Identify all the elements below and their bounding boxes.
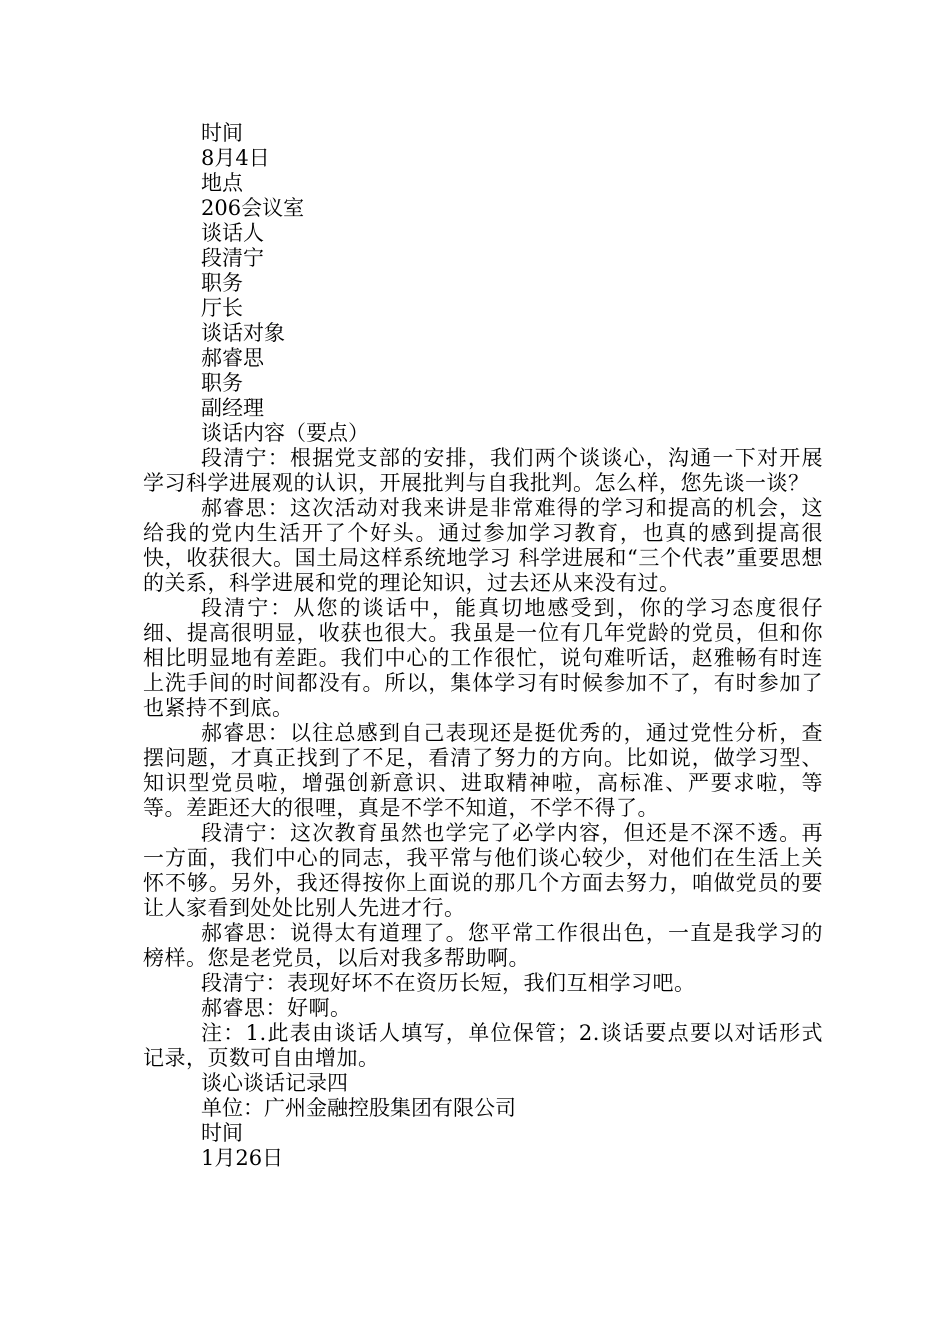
field-label-position-2: 职务 — [201, 371, 243, 395]
field-value-location: 206会议室 — [201, 196, 305, 220]
field-label-interviewee: 谈话对象 — [201, 321, 285, 345]
header-field-list — [143, 121, 823, 446]
note-paragraph: 注：1.此表由谈话人填写，单位保管；2.谈话要点要以对话形式记录，页数可自由增加。 — [143, 1021, 823, 1070]
dialogue-paragraph: 段清宁：从您的谈话中，能真切地感受到，你的学习态度很仔细、提高很明显，收获也很大。我虽是一位有几年党龄的党员，但和你相比明显地有差距。我们中心的工作很忙，说句难听话，赵雅畅有时连上洗手间的时间都没有。所以，集体学习有时候参加不了，有时参加了也紧持不到底。 — [143, 596, 823, 720]
field-value-position-2: 副经理 — [201, 396, 264, 420]
field-value-interviewer: 段清宁 — [201, 246, 264, 270]
dialogue-paragraph: 郝睿思：这次活动对我来讲是非常难得的学习和提高的机会，这给我的党内生活开了个好头。通过参加学习教育，也真的感到提高很快，收获很大。国土局这样系统地学习 科学进展和“三个代表”重要思想的关系，科学进展和党的理论知识，过去还从来没有过。 — [143, 496, 823, 595]
dialogue-paragraph: 段清宁：这次教育虽然也学完了必学内容，但还是不深不透。再一方面，我们中心的同志，我平常与他们谈心较少，对他们在生活上关怀不够。另外，我还得按你上面说的那几个方面去努力，咱做党员的要让人家看到处处比别人先进才行。 — [143, 821, 823, 920]
field-label-interviewer: 谈话人 — [201, 221, 264, 245]
record-title: 谈心谈话记录四 — [201, 1071, 348, 1095]
field-label-time-2: 时间 — [201, 1121, 243, 1145]
next-record-header — [143, 1071, 823, 1171]
field-label-position: 职务 — [201, 271, 243, 295]
dialogue-body — [143, 446, 823, 1071]
field-label-time: 时间 — [201, 121, 243, 145]
field-value-interviewee: 郝睿思 — [201, 346, 264, 370]
field-value-position: 厅长 — [201, 296, 243, 320]
field-label-content: 谈话内容（要点） — [201, 421, 369, 445]
dialogue-paragraph: 郝睿思：说得太有道理了。您平常工作很出色，一直是我学习的榜样。您是老党员，以后对我多帮助啊。 — [143, 921, 823, 970]
dialogue-paragraph: 段清宁：表现好坏不在资历长短，我们互相学习吧。 — [201, 971, 696, 995]
organization-line: 单位：广州金融控股集团有限公司 — [201, 1096, 516, 1120]
dialogue-paragraph: 段清宁：根据党支部的安排，我们两个谈谈心，沟通一下对开展学习科学进展观的认识，开展批判与自我批判。怎么样，您先谈一谈？ — [143, 446, 823, 495]
dialogue-paragraph: 郝睿思：好啊。 — [201, 996, 352, 1020]
field-value-date: 8月4日 — [201, 146, 270, 170]
document-page — [143, 121, 823, 1171]
field-value-date-2: 1月26日 — [201, 1146, 284, 1170]
field-label-location: 地点 — [201, 171, 243, 195]
dialogue-paragraph: 郝睿思：以往总感到自己表现还是挺优秀的，通过党性分析，查摆问题，才真正找到了不足，看清了努力的方向。比如说，做学习型、知识型党员啦，增强创新意识、进取精神啦，高标准、严要求啦，等等。差距还大的很哩，真是不学不知道，不学不得了。 — [143, 721, 823, 820]
